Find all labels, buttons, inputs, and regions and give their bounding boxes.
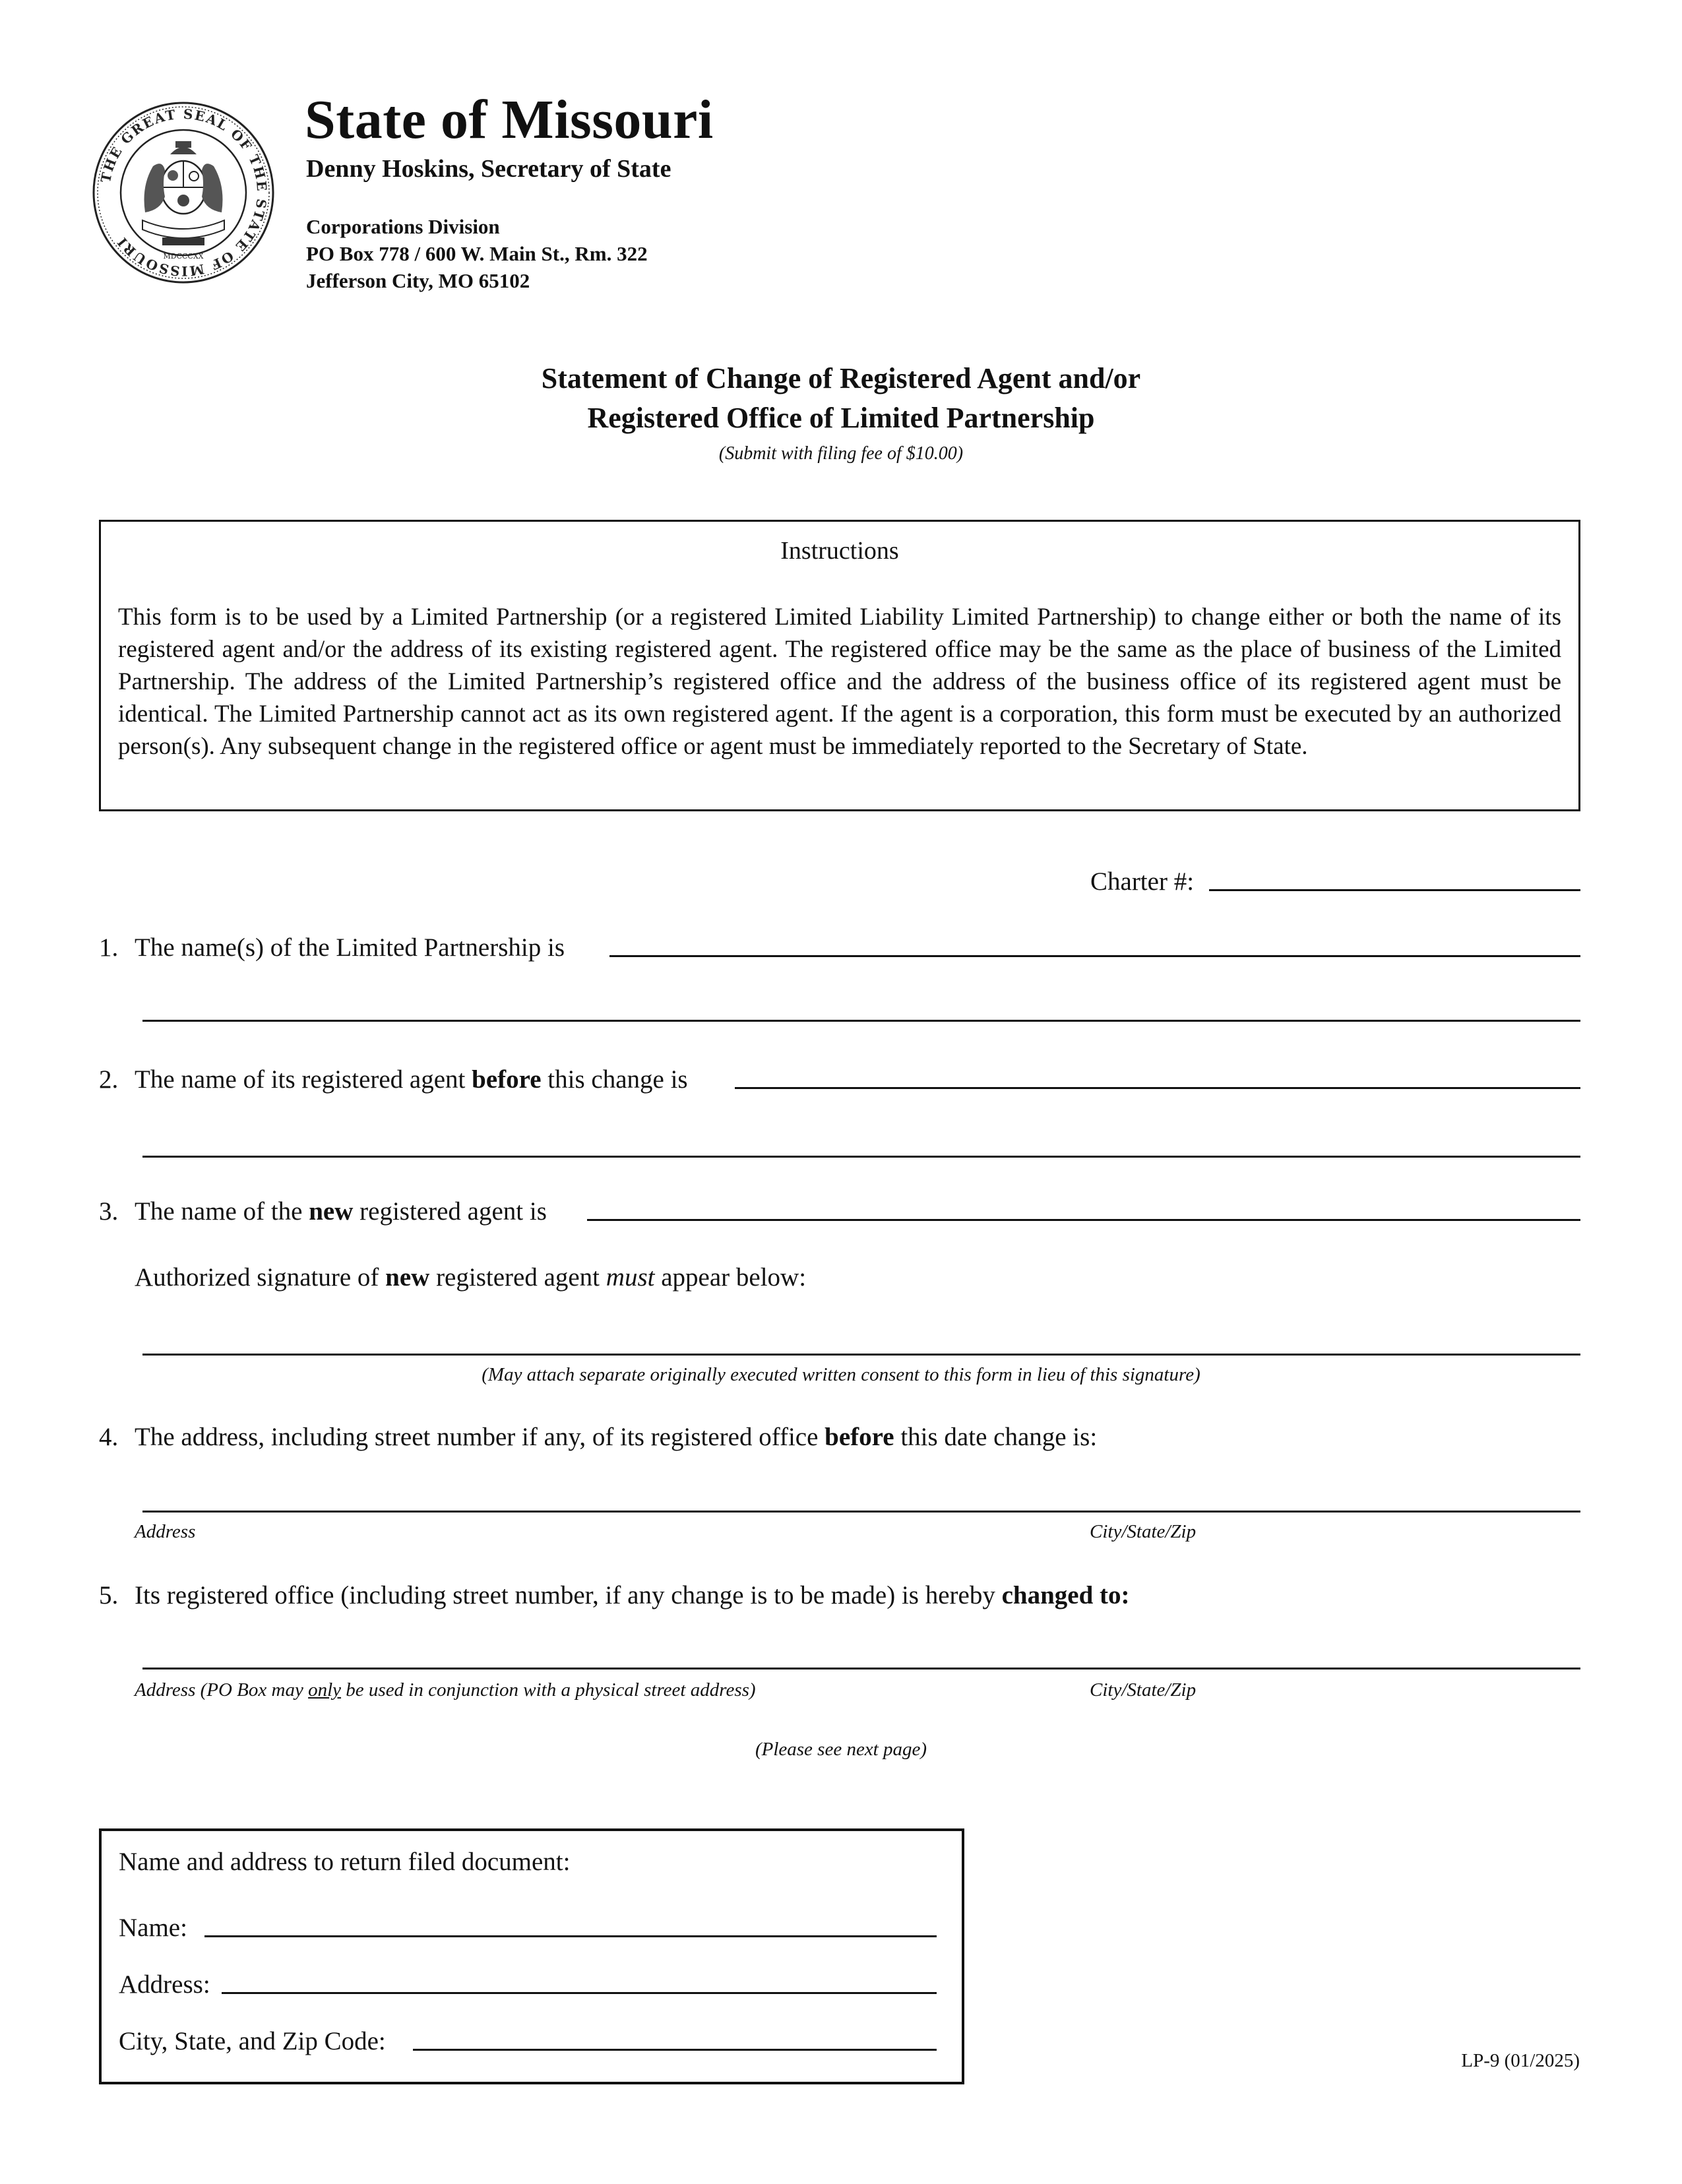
division-name: Corporations Division [306,215,500,238]
item-1-number: 1. [99,933,119,962]
mailing-address-line1: PO Box 778 / 600 W. Main St., Rm. 322 [306,242,648,265]
charter-number-label: Charter #: [1090,867,1195,896]
return-address-label: Address: [119,1970,210,1999]
return-name-field[interactable] [204,1935,937,1937]
previous-agent-name-field-line2[interactable] [142,1156,1580,1158]
item-4-label: The address, including street number if any, of its registered office before this date change is: [135,1423,1098,1451]
item-2-label: The name of its registered agent before this change is [135,1065,688,1094]
return-address-field[interactable] [222,1992,937,1994]
state-title: State of Missouri [305,89,714,150]
new-agent-name-field[interactable] [587,1219,1580,1221]
new-agent-signature-label: Authorized signature of new registered agent must appear below: [135,1263,807,1292]
item-5-number: 5. [99,1581,119,1609]
new-office-address-field[interactable] [142,1668,1580,1669]
item-5-label: Its registered office (including street number, if any change is to be made) is hereby changed to: [135,1581,1130,1609]
charter-number-field[interactable] [1209,889,1580,891]
document-title-line2: Registered Office of Limited Partnership [587,402,1095,434]
state-seal-image [91,100,276,285]
see-next-page-note: (Please see next page) [755,1739,927,1760]
new-city-state-zip-caption: City/State/Zip [1090,1679,1197,1700]
item-4-number: 4. [99,1423,119,1451]
svg-text:MDCCCXX: MDCCCXX [163,252,204,261]
mailing-address-line2: Jefferson City, MO 65102 [306,269,530,292]
form-number: LP-9 (01/2025) [1461,2050,1580,2071]
instructions-heading: Instructions [780,537,899,565]
signature-consent-note: (May attach separate originally executed written consent to this form in lieu of this signature) [482,1364,1200,1385]
return-address-box [99,1828,964,2084]
new-address-caption: Address (PO Box may only be used in conjunction with a physical street address) [135,1679,756,1700]
previous-agent-name-field[interactable] [735,1087,1580,1089]
return-name-label: Name: [119,1914,187,1942]
item-1-label: The name(s) of the Limited Partnership is [135,933,565,962]
item-3-label: The name of the new registered agent is [135,1197,547,1226]
return-box-heading: Name and address to return filed document: [119,1848,571,1876]
instructions-body: This form is to be used by a Limited Partnership (or a registered Limited Liability Limited Partnership) to change either or both the name of its registered agent and/or the address of its existing registered agent. The registered office may be the same as the place of business of the Limited Partnership. The address of the Limited Partnership’s registered office and the address of the business office of its registered agent must be identical. The Limited Partnership cannot act as its own registered agent. If the agent is a corporation, this form must be executed by an authorized person(s). Any subsequent change in the registered office or agent must be immediately reported to the Secretary of State. [118,604,1561,760]
return-city-state-zip-field[interactable] [413,2049,937,2051]
return-city-state-zip-label: City, State, and Zip Code: [119,2027,386,2055]
new-agent-signature-field[interactable] [142,1354,1580,1356]
item-3-number: 3. [99,1197,119,1226]
previous-office-address-field[interactable] [142,1511,1580,1513]
document-title-line1: Statement of Change of Registered Agent and/or [541,362,1141,394]
secretary-of-state-name: Denny Hoskins, Secretary of State [306,155,671,183]
previous-city-state-zip-caption: City/State/Zip [1090,1521,1197,1542]
svg-text:THE GREAT SEAL OF THE STATE OF: THE GREAT SEAL OF THE STATE OF MISSOURI [97,106,270,280]
item-2-number: 2. [99,1065,119,1094]
partnership-name-field[interactable] [609,955,1580,957]
previous-address-caption: Address [135,1521,196,1542]
filing-fee-note: (Submit with filing fee of $10.00) [718,443,964,464]
partnership-name-field-line2[interactable] [142,1020,1580,1022]
instructions-box [99,520,1580,811]
